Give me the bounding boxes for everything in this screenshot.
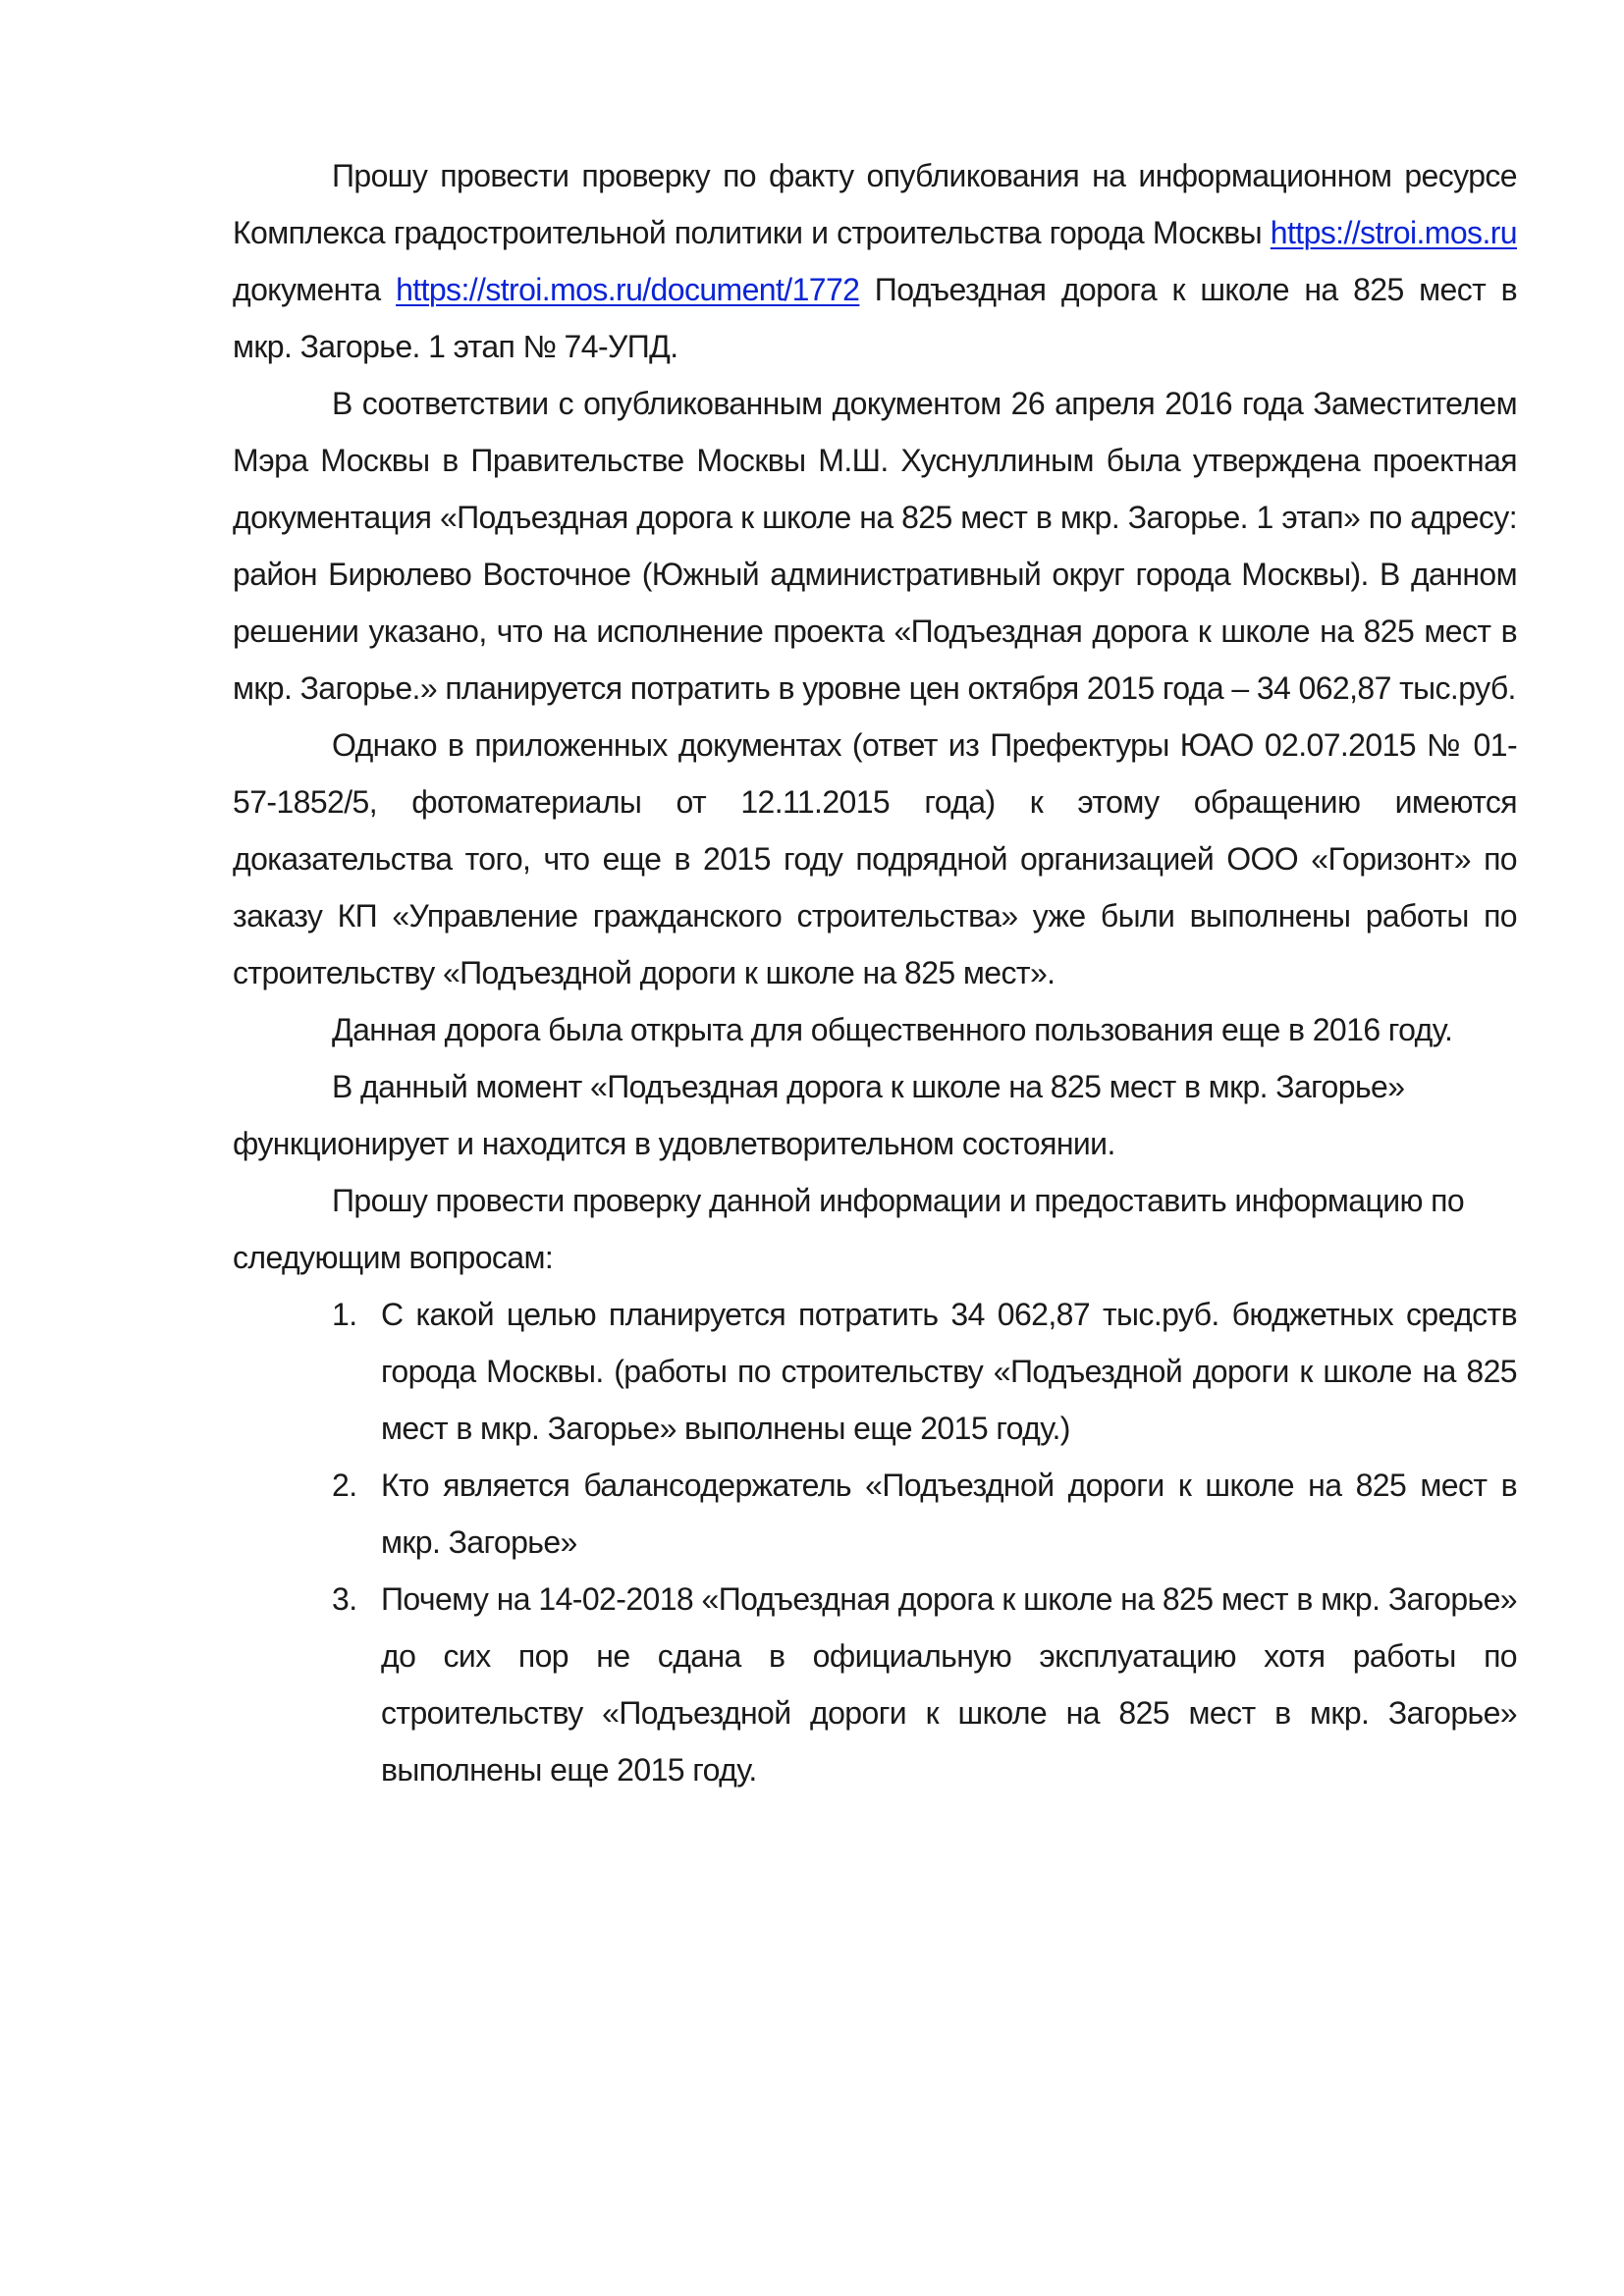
question-item — [233, 1286, 1517, 1457]
question-text: С какой целью планируется потратить 34 062,87 тыс.руб. бюджетных средств города Москвы. (работы по строительству «Подъездной дороги к школе на 825 мест в мкр. Загорье» выполнены еще 2015 году.) — [381, 1297, 1517, 1446]
link-stroi-mos-ru[interactable]: https://stroi.mos.ru — [1270, 215, 1517, 250]
question-text: Кто является балансодержатель «Подъездной дороги к школе на 825 мест в мкр. Загорье» — [381, 1468, 1517, 1560]
paragraph-text: Подъездная дорога к школе на 825 мест в мкр. Загорье. 1 этап № 74-УПД. — [233, 272, 1517, 364]
questions-list — [233, 1286, 1517, 1798]
question-text: Почему на 14-02-2018 «Подъездная дорога к школе на 825 мест в мкр. Загорье» до сих пор не сдана в официальную эксплуатацию хотя работы по строительству «Подъездной дороги к школе на 825 мест в мкр. Загорье» выполнены еще 2015 году. — [381, 1581, 1517, 1788]
paragraph-text: Прошу провести проверку по факту опубликования на информационном ресурсе Комплекса градостроительной политики и строительства города Москвы — [233, 158, 1517, 250]
paragraph-approved-documentation: В соответствии с опубликованным документом 26 апреля 2016 года Заместителем Мэра Москвы в Правительстве Москвы М.Ш. Хуснуллиным была утверждена проектная документация «Подъездная дорога к школе на 825 мест в мкр. Загорье. 1 этап» по адресу: район Бирюлево Восточное (Южный административный округ города Москвы). В данном решении указано, что на исполнение проекта «Подъездная дорога к школе на 825 мест в мкр. Загорье.» планируется потратить в уровне цен октября 2015 года – 34 062,87 тыс.руб. — [233, 386, 1517, 706]
paragraph-attached-evidence: Однако в приложенных документах (ответ из Префектуры ЮАО 02.07.2015 № 01-57-1852/5, фотоматериалы от 12.11.2015 года) к этому обращению имеются доказательства того, что еще в 2015 году подрядной организацией ООО «Горизонт» по заказу КП «Управление гражданского строительства» уже были выполнены работы по строительству «Подъездной дороги к школе на 825 мест». — [233, 727, 1517, 990]
question-number: 1. — [332, 1297, 357, 1332]
question-item — [233, 1571, 1517, 1798]
document-page — [233, 147, 1517, 1798]
paragraph-request-check — [233, 147, 1517, 375]
paragraph-road-status: В данный момент «Подъездная дорога к школе на 825 мест в мкр. Загорье» функционирует и находится в удовлетворительном состоянии. — [233, 1069, 1405, 1161]
question-item — [233, 1457, 1517, 1571]
question-number: 2. — [332, 1468, 357, 1503]
paragraph-request-info: Прошу провести проверку данной информации и предоставить информацию по следующим вопросам: — [233, 1183, 1465, 1275]
question-number: 3. — [332, 1581, 357, 1617]
paragraph-road-opened: Данная дорога была открыта для общественного пользования еще в 2016 году. — [332, 1012, 1453, 1047]
paragraph-text: документа — [233, 272, 397, 307]
link-document-1772[interactable]: https://stroi.mos.ru/document/1772 — [396, 272, 860, 307]
